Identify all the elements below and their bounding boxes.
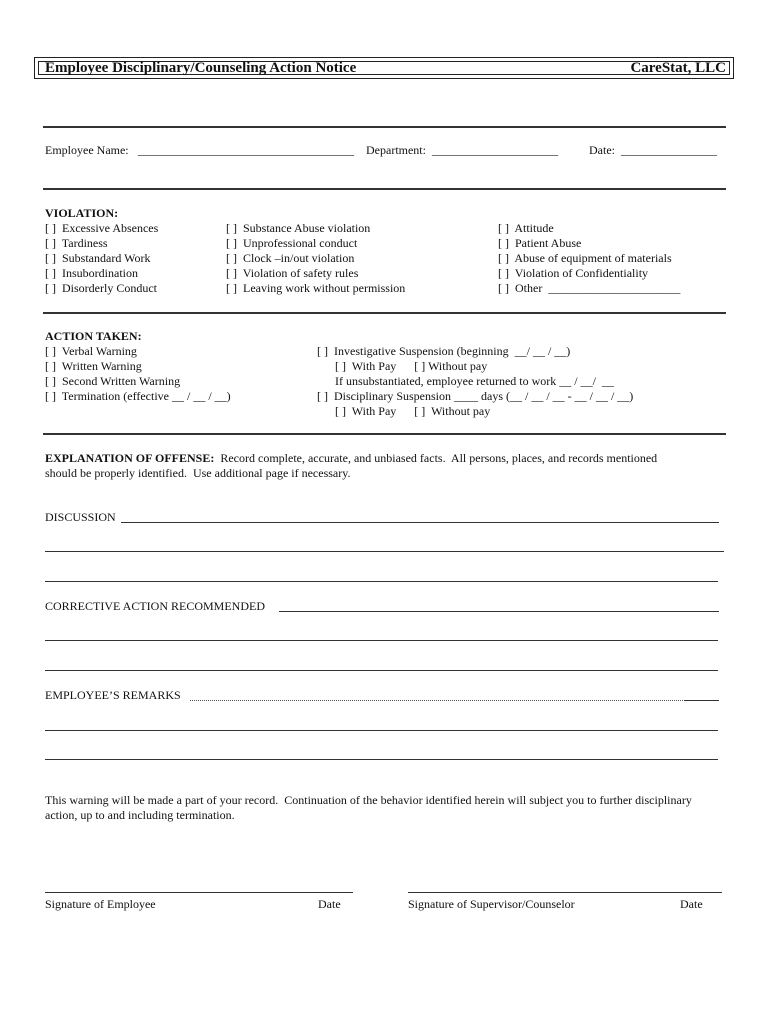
remarks-line[interactable] <box>45 759 718 760</box>
violation-checkbox[interactable]: [ ] Abuse of equipment of materials <box>498 251 672 265</box>
violation-checkbox[interactable]: [ ] Violation of safety rules <box>226 266 359 280</box>
violation-checkbox[interactable]: [ ] Substance Abuse violation <box>226 221 371 235</box>
violation-checkbox[interactable]: [ ] Violation of Confidentiality <box>498 266 649 280</box>
suspension-return-note: If unsubstantiated, employee returned to work __ / __/ __ <box>317 374 614 388</box>
action-heading: ACTION TAKEN: <box>45 329 142 343</box>
discussion-line[interactable] <box>45 551 724 552</box>
remarks-line[interactable] <box>45 730 718 731</box>
violation-checkbox[interactable]: [ ] Disorderly Conduct <box>45 281 157 295</box>
corrective-line[interactable] <box>45 640 718 641</box>
violation-checkbox[interactable]: [ ] Unprofessional conduct <box>226 236 358 250</box>
explanation-text <box>45 451 657 466</box>
date-label: Date: <box>589 143 615 157</box>
employee-name-label: Employee Name: <box>45 143 129 157</box>
discussion-line[interactable] <box>121 522 719 523</box>
warning-text: This warning will be made a part of your record. Continuation of the behavior identified herein will subject you to further disciplinary <box>45 793 692 807</box>
divider <box>43 433 726 435</box>
divider <box>43 312 726 314</box>
divider <box>43 188 726 190</box>
warning-text-line2: action, up to and including termination. <box>45 808 235 822</box>
explanation-instructions: Record complete, accurate, and unbiased facts. All persons, places, and records mentioned <box>214 451 658 465</box>
discussion-line[interactable] <box>45 581 718 582</box>
explanation-instructions-line2: should be properly identified. Use additional page if necessary. <box>45 466 351 480</box>
remarks-line[interactable] <box>190 700 719 701</box>
violation-heading: VIOLATION: <box>45 206 119 220</box>
action-checkbox[interactable]: [ ] Termination (effective __ / __ / __) <box>45 389 231 403</box>
corrective-label: CORRECTIVE ACTION RECOMMENDED <box>45 599 266 613</box>
suspension-option[interactable]: [ ] Disciplinary Suspension ____ days (__ / __ / __ - __ / __ / __) <box>317 389 634 403</box>
discussion-label: DISCUSSION <box>45 510 116 524</box>
company-name: CareStat, LLC <box>630 60 726 76</box>
supervisor-signature-line[interactable] <box>408 892 722 893</box>
suspension-option[interactable]: [ ] Investigative Suspension (beginning __/ __ / __) <box>317 344 571 358</box>
remarks-line-end <box>684 700 719 701</box>
department-field[interactable]: _____________________ <box>432 143 558 157</box>
action-checkbox[interactable]: [ ] Second Written Warning <box>45 374 181 388</box>
department-label: Department: <box>366 143 426 157</box>
violation-checkbox-other[interactable]: [ ] Other ______________________ <box>498 281 681 295</box>
violation-checkbox[interactable]: [ ] Excessive Absences <box>45 221 159 235</box>
action-checkbox[interactable]: [ ] Verbal Warning <box>45 344 137 358</box>
violation-checkbox[interactable]: [ ] Clock –in/out violation <box>226 251 355 265</box>
suspension-pay-option[interactable]: [ ] With Pay [ ] Without pay <box>317 404 491 418</box>
form-title: Employee Disciplinary/Counseling Action Notice <box>45 60 357 76</box>
violation-checkbox[interactable]: [ ] Tardiness <box>45 236 108 250</box>
violation-checkbox[interactable]: [ ] Leaving work without permission <box>226 281 406 295</box>
corrective-line[interactable] <box>279 611 719 612</box>
employee-signature-label: Signature of Employee <box>45 897 156 911</box>
violation-checkbox[interactable]: [ ] Patient Abuse <box>498 236 582 250</box>
explanation-heading: EXPLANATION OF OFFENSE: <box>45 451 215 465</box>
corrective-line[interactable] <box>45 670 718 671</box>
violation-checkbox[interactable]: [ ] Substandard Work <box>45 251 151 265</box>
supervisor-date-label: Date <box>680 897 703 911</box>
employee-signature-line[interactable] <box>45 892 353 893</box>
action-checkbox[interactable]: [ ] Written Warning <box>45 359 142 373</box>
employee-date-label: Date <box>318 897 341 911</box>
employee-name-field[interactable]: ____________________________________ <box>138 143 354 157</box>
suspension-pay-option[interactable]: [ ] With Pay [ ] Without pay <box>317 359 488 373</box>
supervisor-signature-label: Signature of Supervisor/Counselor <box>408 897 575 911</box>
violation-checkbox[interactable]: [ ] Insubordination <box>45 266 138 280</box>
remarks-label: EMPLOYEE’S REMARKS <box>45 688 181 702</box>
violation-checkbox[interactable]: [ ] Attitude <box>498 221 554 235</box>
date-field[interactable]: ________________ <box>621 143 717 157</box>
divider <box>43 126 726 128</box>
